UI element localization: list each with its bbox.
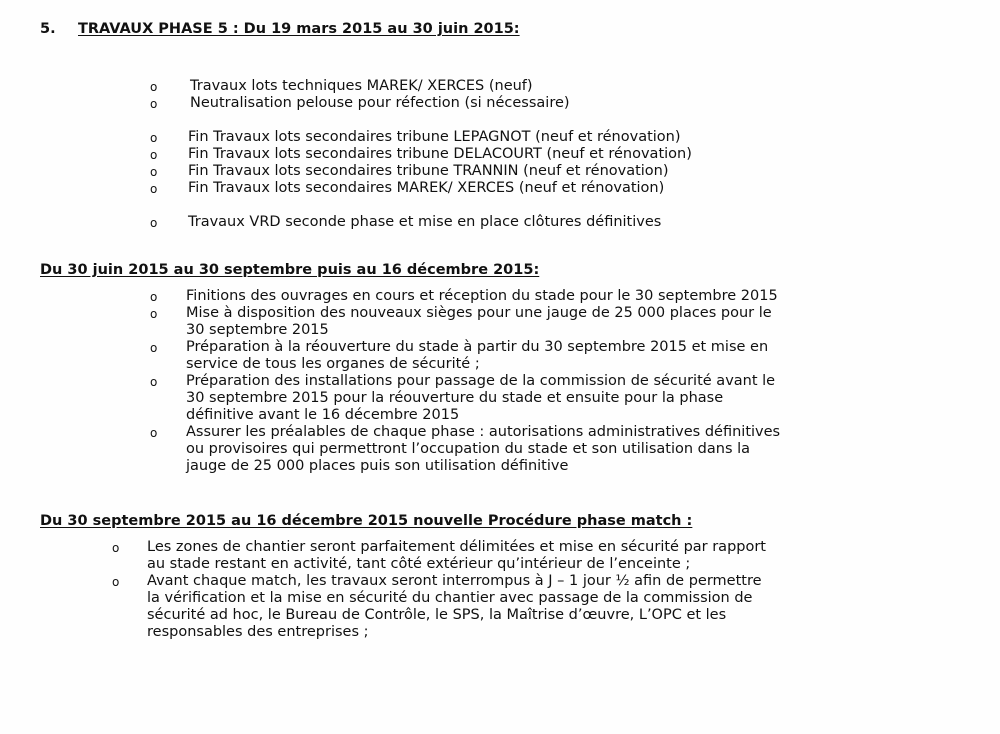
list-item-text: Fin Travaux lots secondaires tribune TRANNIN (neuf et rénovation)	[188, 163, 669, 179]
list-item-text: Avant chaque match, les travaux seront interrompus à J – 1 jour ½ afin de permettre	[147, 573, 762, 589]
list-item-text: Assurer les préalables de chaque phase : autorisations administratives définitives	[186, 424, 781, 440]
section-sept-title: Du 30 septembre 2015 au 16 décembre 2015 nouvelle Procédure phase match :	[40, 513, 693, 529]
bullet-icon: o	[112, 575, 120, 589]
list-item-text: ou provisoires qui permettront l’occupation du stade et son utilisation dans la	[186, 441, 751, 457]
list-item	[150, 305, 950, 339]
bullet-icon: o	[112, 541, 120, 555]
list-item	[150, 424, 950, 475]
list-item-text: Préparation à la réouverture du stade à partir du 30 septembre 2015 et mise en	[186, 339, 769, 355]
list-item	[150, 339, 950, 373]
list-item	[150, 163, 970, 180]
list-item-text: Les zones de chantier seront parfaitement délimitées et mise en sécurité par rapport	[147, 539, 766, 555]
bullet-icon: o	[150, 148, 158, 162]
list-item	[150, 95, 970, 112]
list-item	[150, 129, 970, 146]
list-item	[112, 573, 972, 641]
bullet-icon: o	[150, 97, 158, 111]
section-number: 5.	[40, 21, 56, 37]
list-item-text: service de tous les organes de sécurité ;	[186, 356, 480, 372]
list-item-text: définitive avant le 16 décembre 2015	[186, 407, 460, 423]
list-item-text: Mise à disposition des nouveaux sièges pour une jauge de 25 000 places pour le	[186, 305, 772, 321]
list-item-text: 30 septembre 2015 pour la réouverture du stade et ensuite pour la phase	[186, 390, 724, 406]
section-5-list	[150, 78, 970, 231]
section-5-title: TRAVAUX PHASE 5 : Du 19 mars 2015 au 30 juin 2015:	[78, 21, 520, 37]
spacer	[150, 112, 970, 129]
bullet-icon: o	[150, 375, 158, 389]
section-sept-heading	[40, 512, 692, 530]
bullet-icon: o	[150, 426, 158, 440]
list-item-text: Travaux lots techniques MAREK/ XERCES (neuf)	[190, 78, 533, 94]
list-item-text: Neutralisation pelouse pour réfection (si nécessaire)	[190, 95, 570, 111]
list-item-text: jauge de 25 000 places puis son utilisation définitive	[186, 458, 569, 474]
list-item	[150, 180, 970, 197]
bullet-icon: o	[150, 131, 158, 145]
list-item-text: Fin Travaux lots secondaires tribune LEPAGNOT (neuf et rénovation)	[188, 129, 681, 145]
bullet-icon: o	[150, 216, 158, 230]
bullet-icon: o	[150, 290, 158, 304]
list-item-text: la vérification et la mise en sécurité du chantier avec passage de la commission de	[147, 590, 753, 606]
list-item	[150, 214, 970, 231]
list-item-text: Finitions des ouvrages en cours et réception du stade pour le 30 septembre 2015	[186, 288, 778, 304]
section-5-heading	[40, 20, 520, 38]
bullet-icon: o	[150, 80, 158, 94]
section-sept-list	[112, 539, 972, 641]
bullet-icon: o	[150, 307, 158, 321]
list-item-text: Fin Travaux lots secondaires tribune DELACOURT (neuf et rénovation)	[188, 146, 692, 162]
list-item	[150, 373, 950, 424]
list-item	[150, 146, 970, 163]
section-june-title: Du 30 juin 2015 au 30 septembre puis au 16 décembre 2015:	[40, 262, 540, 278]
section-june-list	[150, 288, 950, 475]
list-item-text: Fin Travaux lots secondaires MAREK/ XERCES (neuf et rénovation)	[188, 180, 665, 196]
list-item-text: responsables des entreprises ;	[147, 624, 369, 640]
list-item-text: sécurité ad hoc, le Bureau de Contrôle, le SPS, la Maîtrise d’œuvre, L’OPC et les	[147, 607, 727, 623]
list-item	[112, 539, 972, 573]
list-item-text: Préparation des installations pour passage de la commission de sécurité avant le	[186, 373, 776, 389]
bullet-icon: o	[150, 341, 158, 355]
bullet-icon: o	[150, 165, 158, 179]
spacer	[150, 197, 970, 214]
list-item-text: Travaux VRD seconde phase et mise en place clôtures définitives	[188, 214, 662, 230]
list-item-text: 30 septembre 2015	[186, 322, 329, 338]
list-item-text: au stade restant en activité, tant côté extérieur qu’intérieur de l’enceinte ;	[147, 556, 691, 572]
list-item	[150, 78, 970, 95]
list-item	[150, 288, 950, 305]
bullet-icon: o	[150, 182, 158, 196]
section-june-heading	[40, 261, 539, 279]
